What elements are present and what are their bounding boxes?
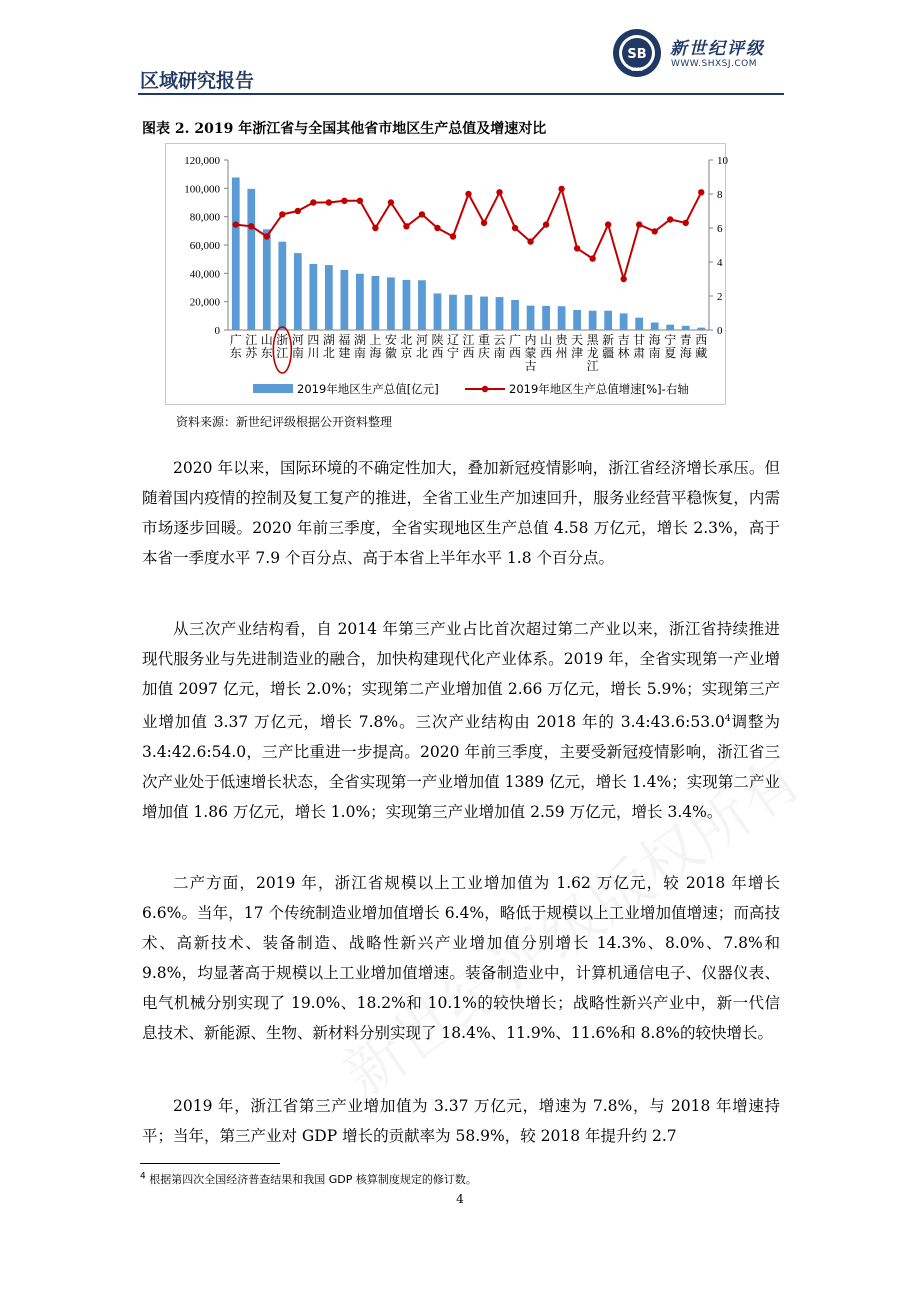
category-label-河北: 河 <box>415 333 428 347</box>
category-label-湖北: 湖 <box>322 333 335 347</box>
y-right-tick-label: 0 <box>717 325 723 337</box>
category-label-福建: 建 <box>338 346 351 360</box>
category-label-广西: 西 <box>509 346 522 360</box>
bar-上海 <box>372 276 380 330</box>
category-label-内蒙古: 古 <box>524 359 537 373</box>
category-label-江西: 江 <box>462 333 475 347</box>
category-label-海南: 海 <box>648 333 661 347</box>
logo-year-text: 1992 <box>630 67 644 73</box>
growth-point-黑龙江 <box>589 255 595 261</box>
bar-贵州 <box>558 306 566 330</box>
logo-name: 新世纪评级 <box>670 39 765 59</box>
bar-浙江 <box>278 242 286 330</box>
bar-福建 <box>340 270 348 330</box>
growth-point-河北 <box>419 211 425 217</box>
bar-新疆 <box>604 311 612 330</box>
growth-point-湖北 <box>326 199 332 205</box>
category-label-上海: 海 <box>369 346 382 360</box>
growth-point-重庆 <box>481 220 487 226</box>
category-label-内蒙古: 蒙 <box>524 346 537 360</box>
paragraph-2-part-b: 调整为 3.4:42.6:54.0，三产比重进一步提高。2020 年前三季度，主要受新冠疫情影响，浙江省三次产业处于低速增长状态，全省实现第一产业增加值 1389 亿元，增长 1.4%；实现第二产业增加值 1.86 万亿元，增长 1.0%；实现第三产业增加值 2.59 万亿元，增长 3.4%。 <box>142 713 780 822</box>
bar-山西 <box>542 306 550 330</box>
y-left-tick-label: 120,000 <box>184 155 220 167</box>
bar-北京 <box>403 280 411 330</box>
bar-内蒙古 <box>527 306 535 330</box>
growth-point-新疆 <box>605 221 611 227</box>
category-label-甘肃: 肃 <box>633 346 646 360</box>
growth-point-湖南 <box>357 198 363 204</box>
growth-point-江苏 <box>248 223 254 229</box>
bar-西藏 <box>697 328 705 330</box>
bar-江西 <box>465 295 473 330</box>
bar-甘肃 <box>635 318 643 330</box>
bar-青海 <box>682 326 690 330</box>
bar-吉林 <box>620 313 628 330</box>
category-label-四川: 四 <box>307 333 320 347</box>
y-left-tick-label: 80,000 <box>189 211 220 224</box>
growth-point-云南 <box>496 189 502 195</box>
growth-point-海南 <box>651 228 657 234</box>
category-label-北京: 北 <box>400 333 413 347</box>
category-label-山西: 山 <box>540 333 553 347</box>
category-label-黑龙江: 江 <box>586 359 599 373</box>
gdp-chart-svg <box>165 143 726 405</box>
growth-point-四川 <box>310 199 316 205</box>
bar-河南 <box>294 253 302 330</box>
category-label-四川: 川 <box>307 346 320 360</box>
legend-bar-label: 2019年地区生产总值[亿元] <box>297 382 439 396</box>
category-label-天津: 天 <box>571 333 584 347</box>
bar-湖南 <box>356 274 364 330</box>
category-label-贵州: 贵 <box>555 333 568 347</box>
category-label-贵州: 州 <box>555 346 568 360</box>
bar-陕西 <box>434 293 442 330</box>
growth-point-内蒙古 <box>527 238 533 244</box>
growth-point-山西 <box>543 221 549 227</box>
growth-point-河南 <box>295 208 301 214</box>
footnote <box>140 1171 477 1187</box>
category-label-辽宁: 辽 <box>446 333 459 347</box>
category-label-青海: 海 <box>679 346 692 360</box>
bar-湖北 <box>325 265 333 330</box>
category-label-重庆: 庆 <box>478 346 491 360</box>
logo-url: WWW.SHXSJ.COM <box>671 59 758 69</box>
bar-海南 <box>651 322 659 330</box>
bar-山东 <box>263 229 271 330</box>
category-label-湖南: 湖 <box>353 333 366 347</box>
category-label-广西: 广 <box>509 333 522 347</box>
category-label-山东: 东 <box>260 346 273 360</box>
category-label-吉林: 吉 <box>617 333 630 347</box>
y-left-tick-label: 0 <box>214 325 220 337</box>
category-label-宁夏: 宁 <box>664 333 677 347</box>
category-label-山西: 西 <box>540 346 553 360</box>
growth-point-宁夏 <box>667 216 673 222</box>
bar-辽宁 <box>449 295 457 330</box>
category-label-陕西: 陕 <box>431 333 444 347</box>
y-left-tick-label: 60,000 <box>189 240 220 252</box>
category-label-湖北: 北 <box>322 346 335 360</box>
legend-line-marker <box>482 386 488 392</box>
category-label-甘肃: 甘 <box>633 333 646 347</box>
category-label-青海: 青 <box>679 333 692 347</box>
logo-badge-text: SB <box>627 47 647 62</box>
gdp-chart <box>165 143 726 405</box>
category-label-吉林: 林 <box>617 346 630 360</box>
footnote-mark: 4 <box>140 1171 146 1182</box>
category-label-重庆: 重 <box>478 333 491 347</box>
category-label-河北: 北 <box>415 346 428 360</box>
category-label-浙江: 江 <box>276 346 289 360</box>
bar-江苏 <box>247 189 255 330</box>
category-label-黑龙江: 龙 <box>586 346 599 360</box>
category-label-安徽: 徽 <box>384 346 397 360</box>
category-label-浙江: 浙 <box>276 333 289 347</box>
growth-point-辽宁 <box>450 233 456 239</box>
section-title: 区域研究报告 <box>140 70 255 92</box>
y-right-tick-label: 8 <box>717 189 723 201</box>
category-label-辽宁: 宁 <box>446 346 459 360</box>
footnote-divider <box>140 1163 280 1164</box>
bar-四川 <box>309 264 317 330</box>
bar-安徽 <box>387 277 395 330</box>
y-right-tick-label: 4 <box>717 257 723 269</box>
category-label-福建: 福 <box>338 333 351 347</box>
category-label-西藏: 西 <box>695 333 708 347</box>
category-label-安徽: 安 <box>384 333 397 347</box>
paragraph-3: 二产方面，2019 年，浙江省规模以上工业增加值为 1.62 万亿元，较 2018 年增长 6.6%。当年，17 个传统制造业增加值增长 6.4%，略低于规模以上工业增加值增速；而高技术、高新技术、装备制造、战略性新兴产业增加值分别增长 14.3%、8.0%、7.8%和 9.8%，均显著高于规模以上工业增加值增速。装备制造业中，计算机通信电子、仪器仪表、电气机械分别实现了 19.0%、18.2%和 10.1%的较快增长；战略性新兴产业中，新一代信息技术、新能源、生物、新材料分别实现了 18.4%、11.9%、11.6%和 8.8%的较快增长。 <box>142 874 780 1042</box>
growth-point-天津 <box>574 245 580 251</box>
growth-point-甘肃 <box>636 221 642 227</box>
paragraph-1: 2020 年以来，国际环境的不确定性加大，叠加新冠疫情影响，浙江省经济增长承压。但随着国内疫情的控制及复工复产的推进，全省工业生产加速回升，服务业经营平稳恢复，内需市场逐步回暖。2020 年前三季度，全省实现地区生产总值 4.58 万亿元，增长 2.3%，高于本省一季度水平 7.9 个百分点、高于本省上半年水平 1.8 个百分点。 <box>142 459 780 567</box>
bar-广东 <box>232 177 240 330</box>
category-label-陕西: 西 <box>431 346 444 360</box>
y-left-tick-label: 40,000 <box>189 268 220 281</box>
growth-point-北京 <box>403 223 409 229</box>
bar-宁夏 <box>666 325 674 330</box>
paragraph-4: 2019 年，浙江省第三产业增加值为 3.37 万亿元，增速为 7.8%，与 2018 年增速持平；当年，第三产业对 GDP 增长的贡献率为 58.9%，较 2018 年提升约 2.7 <box>142 1097 780 1145</box>
y-left-tick-label: 20,000 <box>189 296 220 309</box>
bar-天津 <box>573 310 581 330</box>
bar-河北 <box>418 280 426 330</box>
bar-黑龙江 <box>589 311 597 330</box>
category-label-上海: 上 <box>369 333 382 347</box>
growth-point-西藏 <box>698 189 704 195</box>
growth-point-广东 <box>233 221 239 227</box>
category-label-广东: 东 <box>229 346 242 360</box>
y-right-tick-label: 10 <box>717 155 728 167</box>
logo-emblem-icon <box>612 28 662 78</box>
category-label-江苏: 苏 <box>245 346 258 360</box>
growth-point-吉林 <box>620 276 626 282</box>
category-label-广东: 广 <box>229 333 242 347</box>
legend-bar-swatch <box>253 384 293 393</box>
category-label-云南: 南 <box>493 346 506 360</box>
category-label-河南: 河 <box>291 333 304 347</box>
growth-point-贵州 <box>558 186 564 192</box>
footnote-ref[interactable]: 4 <box>724 714 731 724</box>
category-label-云南: 云 <box>493 333 506 347</box>
figure-title: 图表 2. 2019 年浙江省与全国其他省市地区生产总值及增速对比 <box>142 121 547 137</box>
growth-point-青海 <box>683 220 689 226</box>
y-right-tick-label: 2 <box>717 291 723 303</box>
growth-point-浙江 <box>279 211 285 217</box>
growth-point-陕西 <box>434 225 440 231</box>
y-left-tick-label: 100,000 <box>184 183 220 196</box>
header-divider <box>138 93 784 95</box>
footnote-text: 根据第四次全国经济普查结果和我国 GDP 核算制度规定的修订数。 <box>149 1173 477 1186</box>
category-label-江苏: 江 <box>245 333 258 347</box>
category-label-内蒙古: 内 <box>524 333 537 347</box>
bar-云南 <box>496 297 504 330</box>
growth-point-安徽 <box>388 199 394 205</box>
category-label-山东: 山 <box>260 333 273 347</box>
legend-line-label: 2019年地区生产总值增速[%]-右轴 <box>509 382 689 396</box>
category-label-黑龙江: 黑 <box>586 333 599 347</box>
category-label-北京: 京 <box>400 346 413 360</box>
category-label-新疆: 疆 <box>602 346 615 360</box>
category-label-天津: 津 <box>571 346 584 360</box>
category-label-西藏: 藏 <box>695 346 708 360</box>
growth-point-上海 <box>372 225 378 231</box>
paragraph-2-part-a: 从三次产业结构看，自 2014 年第三产业占比首次超过第二产业以来，浙江省持续推进现代服务业与先进制造业的融合，加快构建现代化产业体系。2019 年，全省实现第一产业增加值 2097 亿元，增长 2.0%；实现第二产业增加值 2.66 万亿元，增长 5.9%；实现第三产业增加值 3.37 万亿元，增长 7.8%。三次产业结构由 2018 年的 3.4:43.6:53.0 <box>142 620 780 732</box>
category-label-宁夏: 夏 <box>664 346 677 360</box>
y-right-tick-label: 6 <box>717 223 723 235</box>
category-label-河南: 南 <box>291 346 304 360</box>
page-number: 4 <box>456 1192 464 1206</box>
category-label-湖南: 南 <box>353 346 366 360</box>
paragraph-2 <box>142 614 780 827</box>
company-logo <box>612 28 792 80</box>
bar-重庆 <box>480 297 488 330</box>
figure-source: 资料来源：新世纪评级根据公开资料整理 <box>176 415 393 429</box>
category-label-海南: 南 <box>648 346 661 360</box>
growth-point-广西 <box>512 225 518 231</box>
bar-广西 <box>511 300 519 330</box>
growth-point-福建 <box>341 198 347 204</box>
growth-point-江西 <box>465 191 471 197</box>
growth-point-山东 <box>264 233 270 239</box>
category-label-新疆: 新 <box>602 333 615 347</box>
category-label-江西: 西 <box>462 346 475 360</box>
